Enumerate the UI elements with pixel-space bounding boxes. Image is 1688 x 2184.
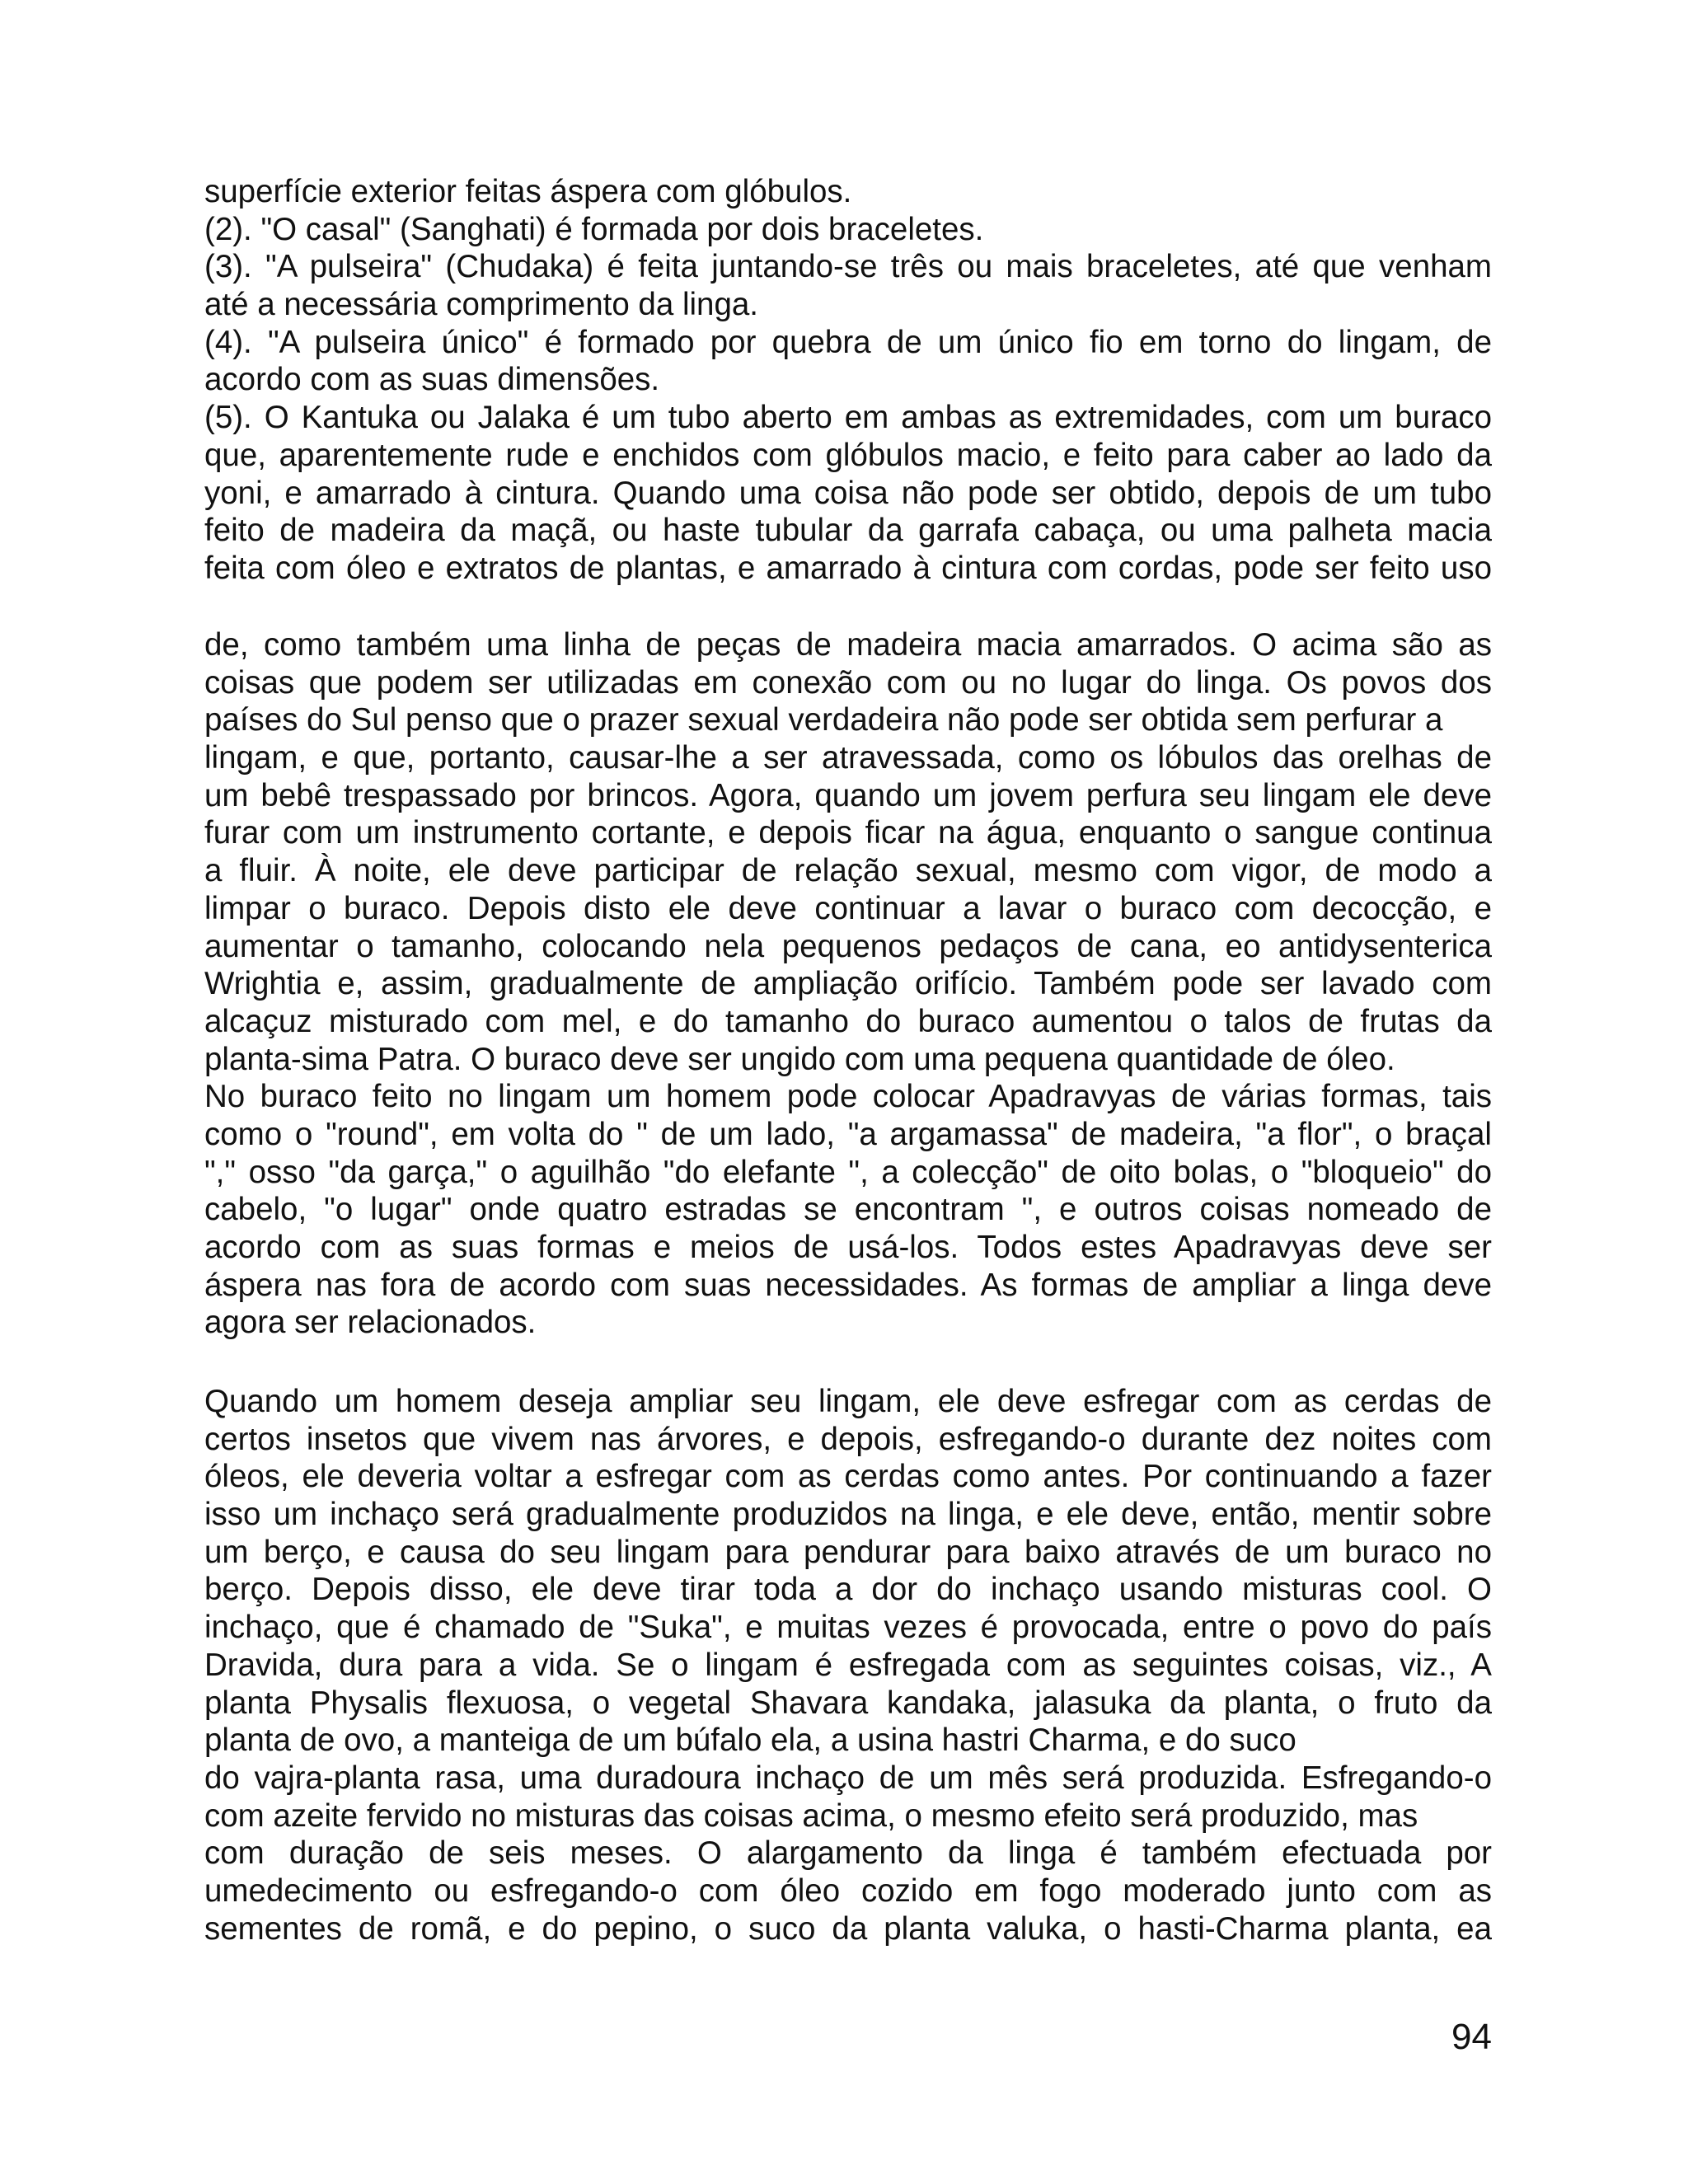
text-line: (3). "A pulseira" (Chudaka) é feita juntando-se três ou mais braceletes, até que venham: [204, 249, 1492, 285]
text-line: áspera nas fora de acordo com suas necessidades. As formas de ampliar a linga deve: [204, 1267, 1492, 1303]
text-line: Wrightia e, assim, gradualmente de ampliação orifício. Também pode ser lavado com: [204, 966, 1492, 1002]
text-line: inchaço, que é chamado de "Suka", e muitas vezes é provocada, entre o povo do país: [204, 1610, 1492, 1646]
text-line: (5). O Kantuka ou Jalaka é um tubo aberto em ambas as extremidades, com um buraco: [204, 400, 1492, 436]
text-line: aumentar o tamanho, colocando nela pequenos pedaços de cana, eo antidysenterica: [204, 928, 1492, 964]
text-line: umedecimento ou esfregando-o com óleo cozido em fogo moderado junto com as: [204, 1872, 1492, 1909]
text-line: isso um inchaço será gradualmente produzidos na linga, e ele deve, então, mentir sobre: [204, 1497, 1492, 1533]
text-line: agora ser relacionados.: [204, 1305, 537, 1341]
text-line: furar com um instrumento cortante, e depois ficar na água, enquanto o sangue continua: [204, 815, 1492, 851]
text-line: do vajra-planta rasa, uma duradoura inchaço de um mês será produzida. Esfregando-o: [204, 1760, 1492, 1796]
text-line: limpar o buraco. Depois disto ele deve continuar a lavar o buraco com decocção, e: [204, 890, 1492, 926]
text-line: superfície exterior feitas áspera com glóbulos.: [204, 174, 852, 209]
text-line: planta-sima Patra. O buraco deve ser ungido com uma pequena quantidade de óleo.: [204, 1041, 1395, 1077]
text-line: um bebê trespassado por brincos. Agora, quando um jovem perfura seu lingam ele deve: [204, 777, 1492, 813]
paragraph-block-1: [204, 173, 1492, 588]
text-line: sementes de romã, e do pepino, o suco da planta valuka, o hasti-Charma planta, ea: [204, 1910, 1492, 1947]
text-line: alcaçuz misturado com mel, e do tamanho do buraco aumentou o talos de frutas da: [204, 1003, 1492, 1039]
text-line: como o "round", em volta do " de um lado, "a argamassa" de madeira, "a flor", o braçal: [204, 1116, 1492, 1152]
text-line: berço. Depois disso, ele deve tirar toda a dor do inchaço usando misturas cool. O: [204, 1572, 1492, 1608]
text-line: a fluir. À noite, ele deve participar de relação sexual, mesmo com vigor, de modo a: [204, 853, 1492, 889]
text-line: certos insetos que vivem nas árvores, e depois, esfregando-o durante dez noites com: [204, 1421, 1492, 1457]
text-line: Dravida, dura para a vida. Se o lingam é esfregada com as seguintes coisas, viz., A: [204, 1647, 1492, 1683]
text-line: países do Sul penso que o prazer sexual verdadeira não pode ser obtida sem perfurar a: [204, 702, 1443, 738]
text-line: que, aparentemente rude e enchidos com glóbulos macio, e feito para caber ao lado da: [204, 437, 1492, 473]
text-line: planta de ovo, a manteiga de um búfalo ela, a usina hastri Charma, e do suco: [204, 1722, 1296, 1759]
text-line: yoni, e amarrado à cintura. Quando uma coisa não pode ser obtido, depois de um tubo: [204, 475, 1492, 511]
text-line: feito de madeira da maçã, ou haste tubular da garrafa cabaça, ou uma palheta macia: [204, 513, 1492, 549]
text-line: (4). "A pulseira único" é formado por quebra de um único fio em torno do lingam, de: [204, 324, 1492, 360]
text-line: um berço, e causa do seu lingam para pendurar para baixo através de um buraco no: [204, 1534, 1492, 1570]
text-line: óleos, ele deveria voltar a esfregar com as cerdas como antes. Por continuando a fazer: [204, 1459, 1492, 1495]
text-line: acordo com as suas formas e meios de usá-los. Todos estes Apadravyas deve ser: [204, 1230, 1492, 1265]
text-line: "," osso "da garça," o aguilhão "do elefante ", a colecção" de oito bolas, o "bloqueio" do: [204, 1154, 1492, 1190]
text-line: cabelo, "o lugar" onde quatro estradas se encontram ", e outros coisas nomeado de: [204, 1192, 1492, 1228]
text-line: Quando um homem deseja ampliar seu lingam, ele deve esfregar com as cerdas de: [204, 1384, 1492, 1419]
page-number: 94: [1451, 2017, 1492, 2057]
paragraph-block-2: [204, 626, 1492, 1342]
text-line: No buraco feito no lingam um homem pode colocar Apadravyas de várias formas, tais: [204, 1079, 1492, 1115]
text-line: coisas que podem ser utilizadas em conexão com ou no lugar do linga. Os povos dos: [204, 664, 1492, 701]
text-line: lingam, e que, portanto, causar-lhe a ser atravessada, como os lóbulos das orelhas de: [204, 740, 1492, 776]
text-line: (2). "O casal" (Sanghati) é formada por dois braceletes.: [204, 211, 984, 247]
text-line: planta Physalis flexuosa, o vegetal Shavara kandaka, jalasuka da planta, o fruto da: [204, 1685, 1492, 1721]
text-line: até a necessária comprimento da linga.: [204, 287, 758, 323]
text-line: de, como também uma linha de peças de madeira macia amarrados. O acima são as: [204, 627, 1492, 663]
text-line: acordo com as suas dimensões.: [204, 362, 660, 398]
text-line: feita com óleo e extratos de plantas, e amarrado à cintura com cordas, pode ser feito uso: [204, 550, 1492, 586]
paragraph-block-3: [204, 1383, 1492, 1947]
text-line: com duração de seis meses. O alargamento da linga é também efectuada por: [204, 1835, 1492, 1872]
text-line: com azeite fervido no misturas das coisas acima, o mesmo efeito será produzido, mas: [204, 1797, 1418, 1834]
